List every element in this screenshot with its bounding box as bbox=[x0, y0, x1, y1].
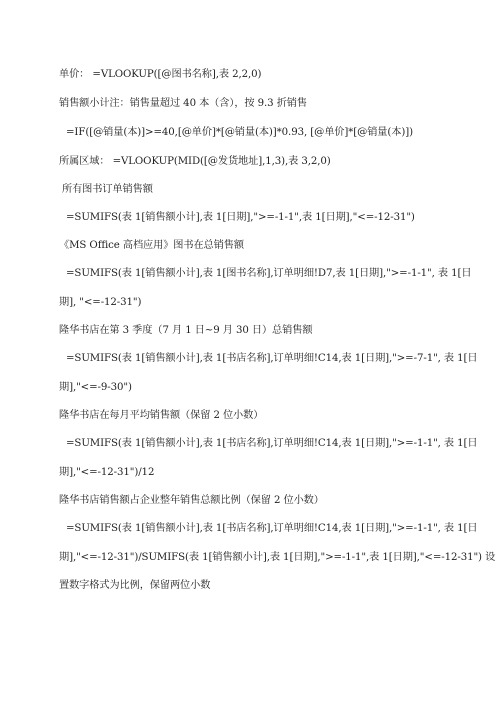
region-formula-line: 所属区域： =VLOOKUP(MID([@发货地址],1,3),表 3,2,0) bbox=[59, 156, 331, 167]
monthly-average-formula-line-2: 期],"<=-12-31")/12 bbox=[59, 467, 155, 478]
sales-ratio-formula-line-2: 期],"<=-12-31")/SUMIFS(表 1[销售额小计],表 1[日期],">=-1-1",表 1[日期],"<=-12-31") 设 bbox=[59, 552, 496, 563]
sales-ratio-formula-line-1: =SUMIFS(表 1[销售额小计],表 1[书店名称],订单明细!C14,表 1[日期],">=-1-1", 表 1[日 bbox=[66, 523, 478, 534]
sales-subtotal-note-line: 销售额小计注：销售量超过 40 本（含），按 9.3 折销售 bbox=[59, 98, 307, 109]
ms-office-heading-line: 《MS Office 高档应用》图书在总销售额 bbox=[59, 240, 244, 251]
monthly-average-formula-line-1: =SUMIFS(表 1[销售额小计],表 1[书店名称],订单明细!C14,表 1[日期],">=-1-1", 表 1[日 bbox=[66, 438, 478, 449]
monthly-average-heading-line: 隆华书店在每月平均销售额（保留 2 位小数） bbox=[59, 410, 264, 421]
sales-ratio-heading-line: 隆华书店销售额占企业整年销售总额比例（保留 2 位小数） bbox=[59, 495, 324, 506]
all-orders-formula-line: =SUMIFS(表 1[销售额小计],表 1[日期],">=-1-1",表 1[日期],"<=-12-31") bbox=[66, 212, 415, 223]
all-orders-heading-line: 所有图书订单销售额 bbox=[62, 184, 153, 195]
sales-ratio-format-note-line: 置数字格式为比例，保留两位小数 bbox=[59, 580, 211, 591]
q3-sales-heading-line: 隆华书店在第 3 季度（7 月 1 日~9 月 30 日）总销售额 bbox=[59, 325, 313, 336]
unit-price-formula-line: 单价： =VLOOKUP([@图书名称],表 2,2,0) bbox=[59, 69, 262, 80]
ms-office-formula-line-1: =SUMIFS(表 1[销售额小计],表 1[图书名称],订单明细!D7,表 1[日期],">=-1-1", 表 1[日 bbox=[66, 268, 472, 279]
q3-sales-formula-line-1: =SUMIFS(表 1[销售额小计],表 1[书店名称],订单明细!C14,表 1[日期],">=-7-1", 表 1[日 bbox=[66, 353, 478, 364]
ms-office-formula-line-2: 期], "<=-12-31") bbox=[59, 297, 142, 308]
q3-sales-formula-line-2: 期],"<=-9-30") bbox=[59, 382, 132, 393]
sales-subtotal-formula-line: =IF([@销量(本)]>=40,[@单价]*[@销量(本)]*0.93, [@单价]*[@销量(本)]) bbox=[66, 127, 413, 138]
